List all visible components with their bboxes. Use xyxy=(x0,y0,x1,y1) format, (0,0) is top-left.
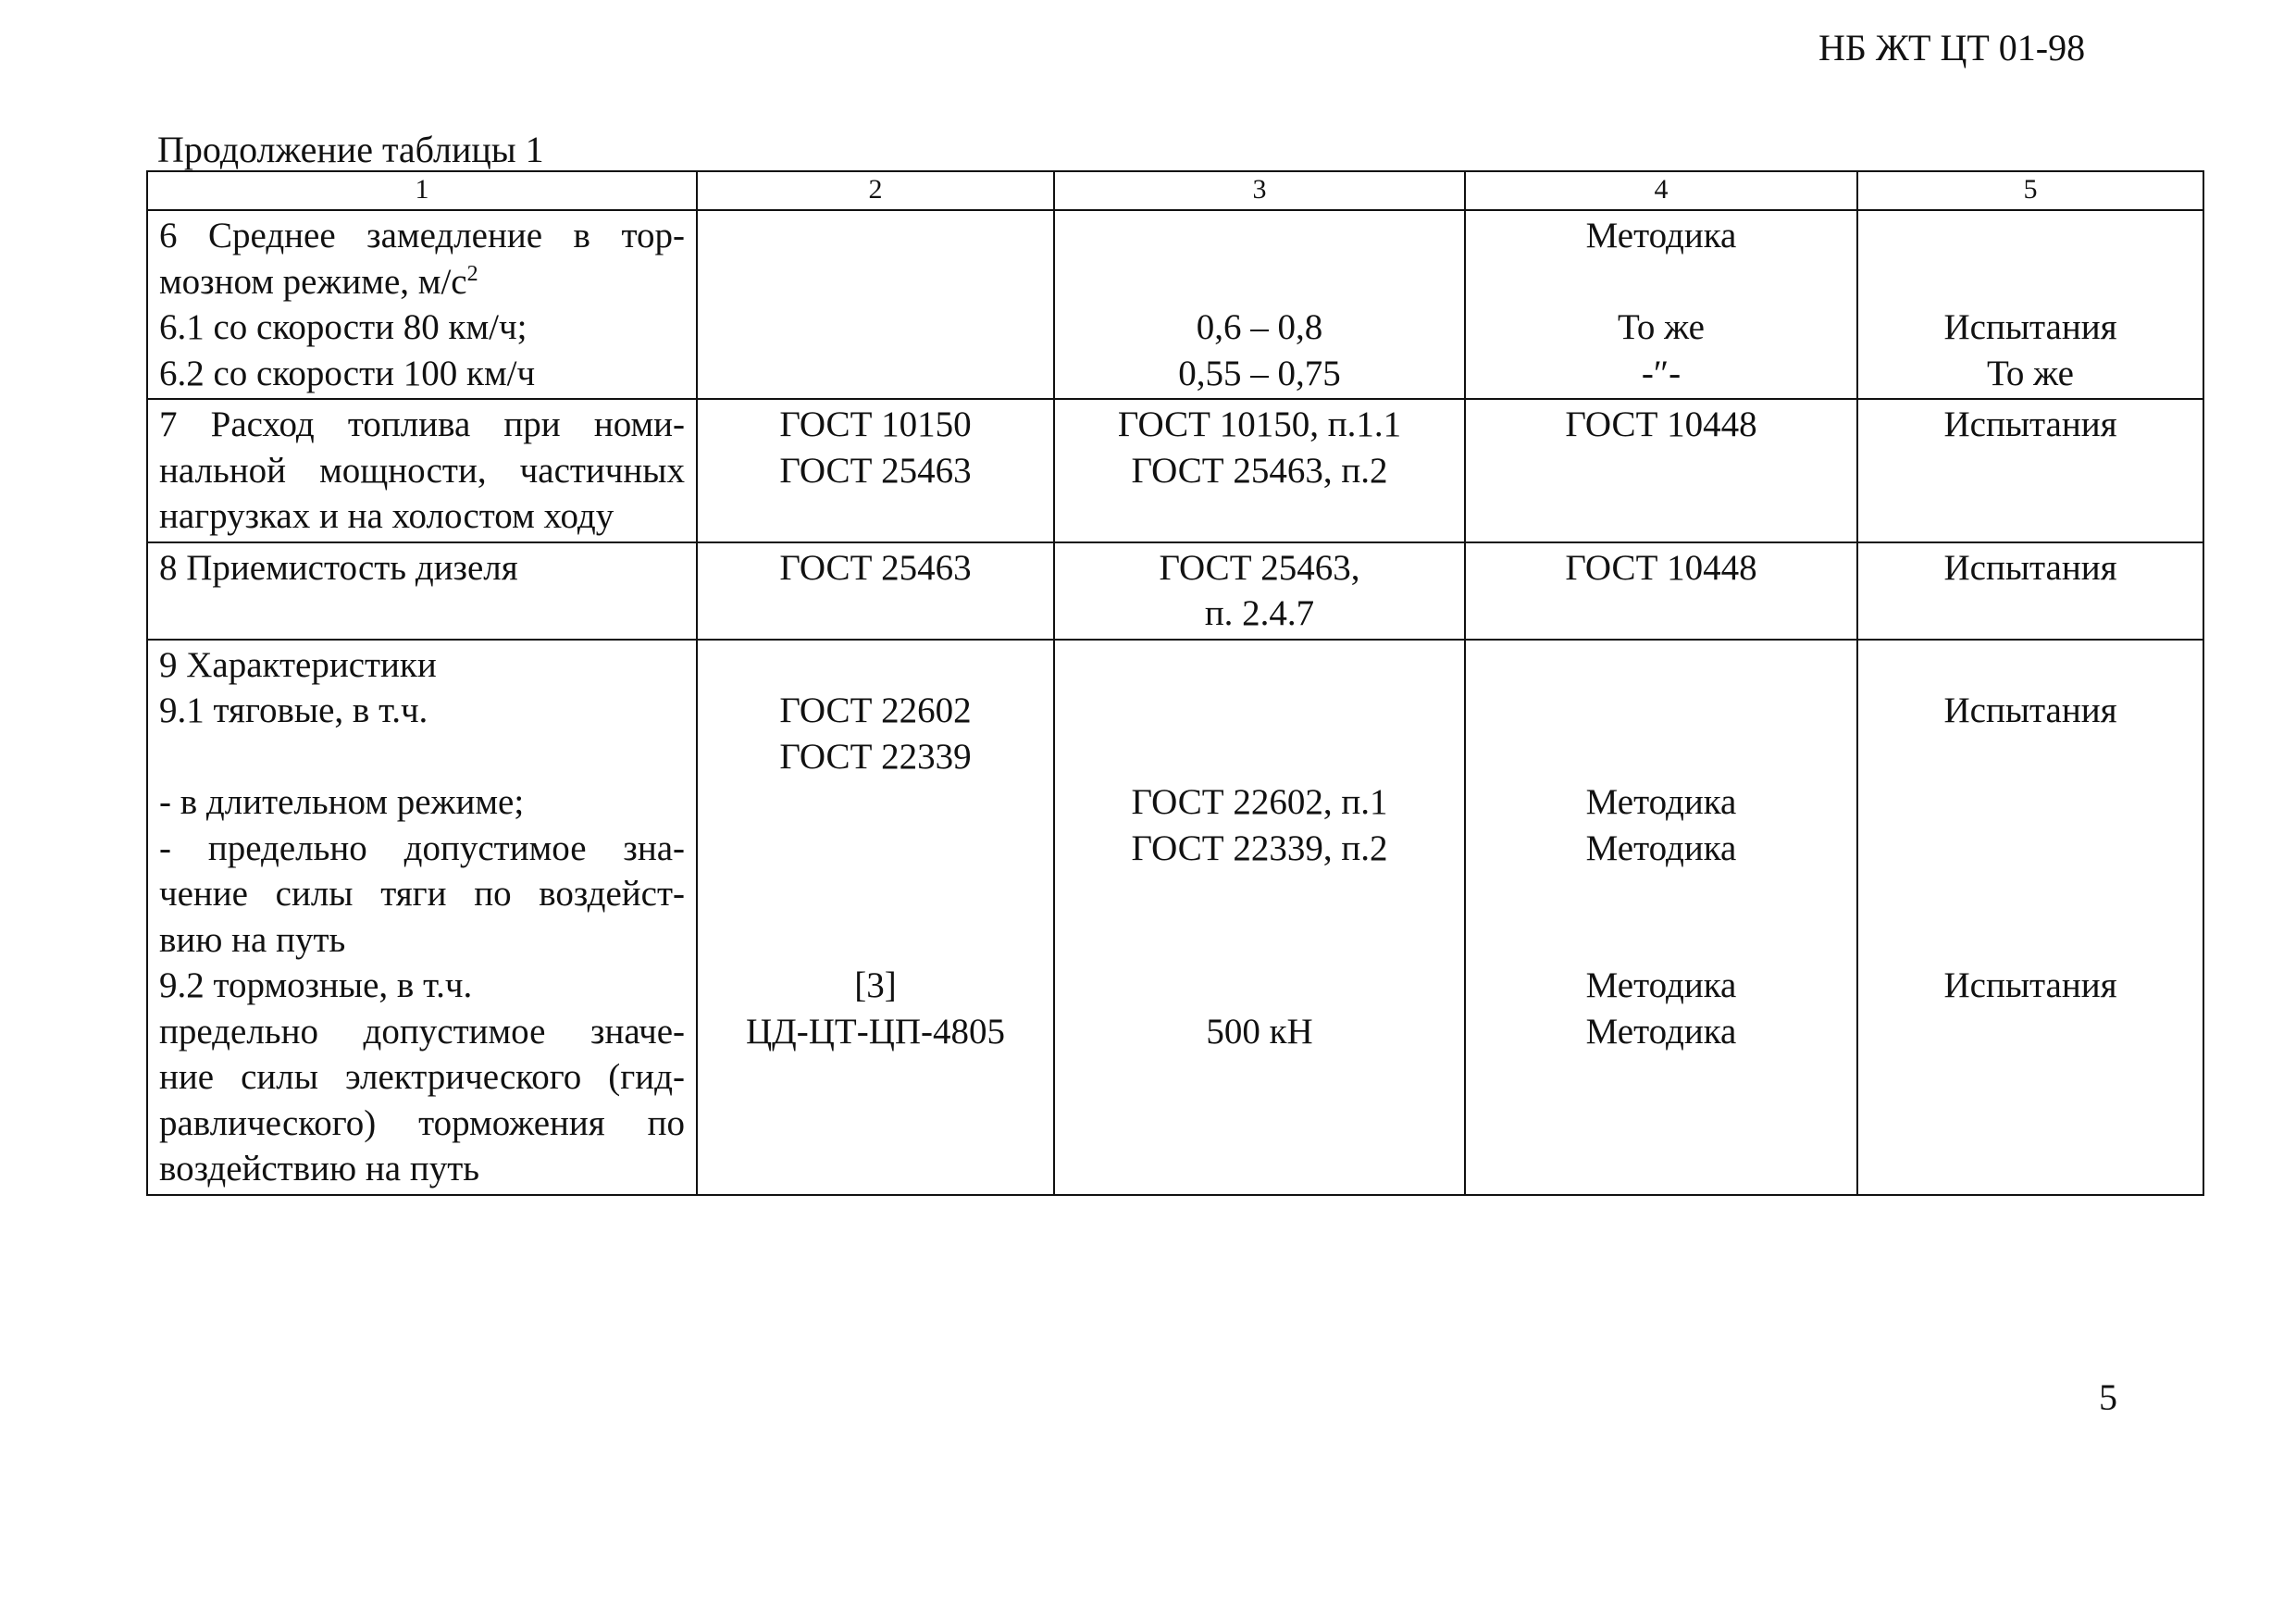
cell-line: Испытания xyxy=(1943,307,2117,347)
normative-doc-cell xyxy=(697,399,1054,542)
parameter-cell xyxy=(147,640,697,1195)
table-body xyxy=(147,210,2203,1195)
cell-line: ГОСТ 25463, xyxy=(1159,547,1360,588)
cell-line: п. 2.4.7 xyxy=(1204,593,1315,633)
cell-line: То же xyxy=(1987,353,2074,393)
page-number: 5 xyxy=(2099,1376,2117,1418)
cell-line: Испытания xyxy=(1943,547,2117,588)
cell-line: То же xyxy=(1618,307,1705,347)
document-code: НБ ЖТ ЦТ 01-98 xyxy=(1818,27,2086,68)
cell-line: ГОСТ 10448 xyxy=(1565,404,1757,444)
control-cell xyxy=(1857,210,2203,399)
requirements-table xyxy=(146,170,2204,1196)
parameter-text: предельно допустимое значе- xyxy=(159,1011,685,1052)
method-cell xyxy=(1465,399,1857,542)
parameter-line xyxy=(159,1146,685,1192)
cell-line: ГОСТ 22339, п.2 xyxy=(1131,828,1388,868)
parameter-text: 8 Приемистость дизеля xyxy=(159,547,518,588)
table-row xyxy=(147,640,2203,1195)
cell-line: [3] xyxy=(854,965,897,1005)
parameter-line xyxy=(159,545,685,591)
parameter-text: - предельно допустимое зна- xyxy=(159,828,685,868)
parameter-text: 6.2 со скорости 100 км/ч xyxy=(159,353,536,393)
parameter-text: - в длительном режиме; xyxy=(159,782,525,822)
parameter-text: нальной мощности, частичных xyxy=(159,450,685,491)
parameter-line xyxy=(159,305,685,351)
parameter-cell xyxy=(147,542,697,640)
parameter-line xyxy=(159,1009,685,1055)
cell-line: ГОСТ 22602, п.1 xyxy=(1131,782,1388,822)
column-number-row xyxy=(147,171,2203,210)
control-cell xyxy=(1857,399,2203,542)
parameter-text: вию на путь xyxy=(159,919,346,960)
cell-line: 500 кН xyxy=(1206,1011,1313,1052)
normative-doc-cell xyxy=(697,210,1054,399)
cell-line: 0,55 – 0,75 xyxy=(1178,353,1341,393)
cell-line: Испытания xyxy=(1943,691,2117,730)
cell-line: ГОСТ 10448 xyxy=(1565,547,1757,588)
parameter-line xyxy=(159,1101,685,1147)
method-cell xyxy=(1465,210,1857,399)
value-cell xyxy=(1054,210,1465,399)
parameter-line xyxy=(159,826,685,872)
cell-line: Испытания xyxy=(1943,965,2117,1005)
cell-line: ГОСТ 10150, п.1.1 xyxy=(1117,404,1402,444)
unit-superscript: 2 xyxy=(466,261,478,286)
parameter-line xyxy=(159,259,685,305)
control-cell xyxy=(1857,640,2203,1195)
cell-line: ЦД-ЦТ-ЦП-4805 xyxy=(745,1011,1006,1052)
table-row xyxy=(147,542,2203,640)
parameter-line xyxy=(159,963,685,1009)
parameter-text: чение силы тяги по воздейст- xyxy=(159,874,685,914)
value-cell xyxy=(1054,542,1465,640)
parameter-cell xyxy=(147,210,697,399)
cell-line: Испытания xyxy=(1943,404,2117,444)
parameter-text: ние силы электрического (гид- xyxy=(159,1057,685,1097)
method-cell xyxy=(1465,640,1857,1195)
cell-line: Методика xyxy=(1585,216,1737,255)
parameter-line xyxy=(159,351,685,397)
parameter-line xyxy=(159,642,685,689)
parameter-text: 9 Характеристики xyxy=(159,644,437,685)
parameter-text: нагрузках и на холостом ходу xyxy=(159,496,614,536)
parameter-line xyxy=(159,917,685,964)
cell-line: ГОСТ 22602 xyxy=(779,691,972,730)
column-number: 1 xyxy=(147,171,697,210)
cell-line: Методика xyxy=(1585,828,1737,868)
normative-doc-cell xyxy=(697,640,1054,1195)
cell-line: -″- xyxy=(1641,353,1682,393)
column-number: 4 xyxy=(1465,171,1857,210)
cell-line: ГОСТ 25463, п.2 xyxy=(1131,450,1388,491)
parameter-text: 6.1 со скорости 80 км/ч; xyxy=(159,307,527,347)
table-caption: Продолжение таблицы 1 xyxy=(157,129,544,170)
cell-line: Методика xyxy=(1585,1011,1737,1052)
cell-line: ГОСТ 25463 xyxy=(779,547,972,588)
cell-line: 0,6 – 0,8 xyxy=(1196,307,1323,347)
parameter-text: 9.2 тормозные, в т.ч. xyxy=(159,965,473,1005)
column-number: 2 xyxy=(697,171,1054,210)
normative-doc-cell xyxy=(697,542,1054,640)
parameter-text: 7 Расход топлива при номи- xyxy=(159,404,685,444)
cell-line: ГОСТ 22339 xyxy=(779,736,972,777)
parameter-line xyxy=(159,688,685,734)
parameter-cell xyxy=(147,399,697,542)
parameter-line xyxy=(159,213,685,259)
parameter-text: мозном режиме, м/с xyxy=(159,261,467,302)
cell-line: Методика xyxy=(1585,965,1737,1005)
parameter-text: равлического) торможения по xyxy=(159,1102,685,1143)
parameter-text: 9.1 тяговые, в т.ч. xyxy=(159,691,428,730)
parameter-line xyxy=(159,493,685,540)
parameter-text: 6 Среднее замедление в тор- xyxy=(159,216,685,255)
method-cell xyxy=(1465,542,1857,640)
cell-line: ГОСТ 10150 xyxy=(779,404,972,444)
parameter-line xyxy=(159,448,685,494)
column-number: 5 xyxy=(1857,171,2203,210)
parameter-text: воздействию на путь xyxy=(159,1149,480,1189)
cell-line: Методика xyxy=(1585,782,1737,822)
parameter-line xyxy=(159,1054,685,1101)
cell-line: ГОСТ 25463 xyxy=(779,450,972,491)
column-number: 3 xyxy=(1054,171,1465,210)
parameter-line xyxy=(159,779,685,826)
control-cell xyxy=(1857,542,2203,640)
value-cell xyxy=(1054,640,1465,1195)
parameter-line xyxy=(159,402,685,448)
value-cell xyxy=(1054,399,1465,542)
parameter-line xyxy=(159,871,685,917)
table-row xyxy=(147,210,2203,399)
table-row xyxy=(147,399,2203,542)
